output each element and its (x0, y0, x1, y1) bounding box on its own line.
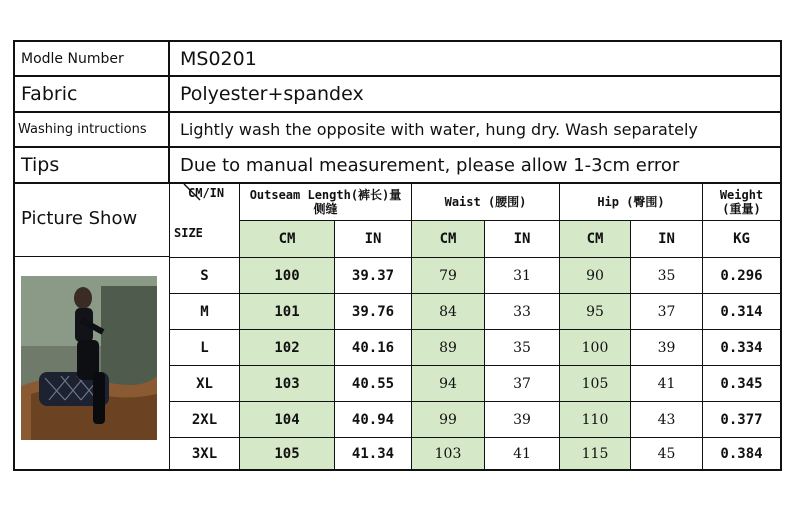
size-cell: S (170, 258, 240, 294)
cell-outseam-in: 39.37 (335, 258, 412, 294)
cell-hip-in: 37 (631, 294, 703, 330)
cell-waist-in: 33 (485, 294, 560, 330)
corner-header-cell (170, 184, 240, 258)
corner-top-label: CM/IN (188, 186, 225, 200)
cell-hip-in: 45 (631, 438, 703, 469)
size-cell: L (170, 330, 240, 366)
cell-hip-cm: 90 (560, 258, 631, 294)
cell-weight: 0.384 (720, 445, 763, 462)
cell-outseam-cm: 103 (240, 366, 335, 402)
cell-outseam-in: 39.76 (335, 294, 412, 330)
cell-hip-cm: 110 (560, 402, 631, 438)
washing-value: Lightly wash the opposite with water, hung dry. Wash separately (180, 120, 698, 139)
subheader-hip-in: IN (631, 221, 703, 258)
cell-outseam-cm: 104 (240, 402, 335, 438)
cell-waist-in: 39 (485, 402, 560, 438)
cell-waist-cm: 84 (412, 294, 485, 330)
cell-outseam-cm: 100 (240, 258, 335, 294)
cell-waist-cm: 94 (412, 366, 485, 402)
cell-waist-cm: 99 (412, 402, 485, 438)
cell-weight: 0.334 (703, 330, 780, 366)
hip-header (560, 184, 703, 221)
subheader-outseam-in: IN (335, 221, 412, 258)
size-cell: 3XL (170, 438, 240, 469)
cell-hip-in: 43 (631, 402, 703, 438)
model-value: MS0201 (180, 47, 257, 70)
cell-hip-cm: 115 (560, 438, 631, 469)
model-row (15, 42, 780, 77)
measurement-table (15, 184, 780, 469)
model-label: Modle Number (15, 42, 170, 75)
waist-header-text: Waist (腰围) (444, 195, 527, 209)
size-cell: M (170, 294, 240, 330)
cell-waist-in: 37 (485, 366, 560, 402)
outseam-header-text: Outseam Length(裤长)量侧缝 (249, 188, 402, 216)
corner-diagonal (170, 184, 240, 258)
fabric-label: Fabric (15, 77, 170, 111)
tips-row (15, 148, 780, 184)
subheader-waist-in: IN (485, 221, 560, 258)
subheader-waist-cm: CM (412, 221, 485, 258)
cell-hip-cm: 100 (560, 330, 631, 366)
cell-waist-in: 41 (485, 438, 560, 469)
cell-outseam-cm: 105 (240, 438, 335, 469)
size-cell: XL (170, 366, 240, 402)
washing-label: Washing intructions (15, 113, 170, 146)
weight-header-text: Weight (重量) (719, 188, 764, 216)
subheader-weight-kg: KG (703, 221, 780, 258)
cell-waist-cm: 79 (412, 258, 485, 294)
cell-weight: 0.296 (703, 258, 780, 294)
cell-outseam-cm: 101 (240, 294, 335, 330)
waist-header (412, 184, 560, 221)
cell-outseam-in: 40.16 (335, 330, 412, 366)
hip-header-text: Hip (臀围) (597, 195, 665, 209)
cell-weight: 0.314 (703, 294, 780, 330)
cell-outseam-in: 41.34 (335, 438, 412, 469)
picture-show-label: Picture Show (21, 208, 138, 229)
cell-weight: 0.377 (703, 402, 780, 438)
tips-value: Due to manual measurement, please allow 1-3cm error (180, 154, 680, 176)
outseam-header (240, 184, 412, 221)
cell-hip-in: 39 (631, 330, 703, 366)
product-photo (21, 276, 157, 440)
washing-row (15, 113, 780, 148)
cell-outseam-in: 40.55 (335, 366, 412, 402)
tips-label: Tips (15, 148, 170, 182)
size-cell: 2XL (170, 402, 240, 438)
cell-outseam-in: 40.94 (335, 402, 412, 438)
cell-waist-cm: 89 (412, 330, 485, 366)
subheader-hip-cm: CM (560, 221, 631, 258)
cell-hip-in: 35 (631, 258, 703, 294)
picture-show-cell (15, 184, 170, 469)
cell-waist-in: 31 (485, 258, 560, 294)
cell-hip-cm: 105 (560, 366, 631, 402)
subheader-outseam-cm: CM (240, 221, 335, 258)
fabric-value: Polyester+spandex (180, 83, 364, 105)
cell-hip-in: 41 (631, 366, 703, 402)
weight-header (703, 184, 780, 221)
cell-weight: 0.345 (703, 366, 780, 402)
corner-bottom-label: SIZE (174, 226, 203, 240)
size-chart (13, 40, 782, 471)
cell-outseam-cm: 102 (240, 330, 335, 366)
cell-hip-cm: 95 (560, 294, 631, 330)
picture-divider (15, 256, 169, 257)
cell-waist-in: 35 (485, 330, 560, 366)
cell-waist-cm: 103 (412, 438, 485, 469)
fabric-row (15, 77, 780, 113)
